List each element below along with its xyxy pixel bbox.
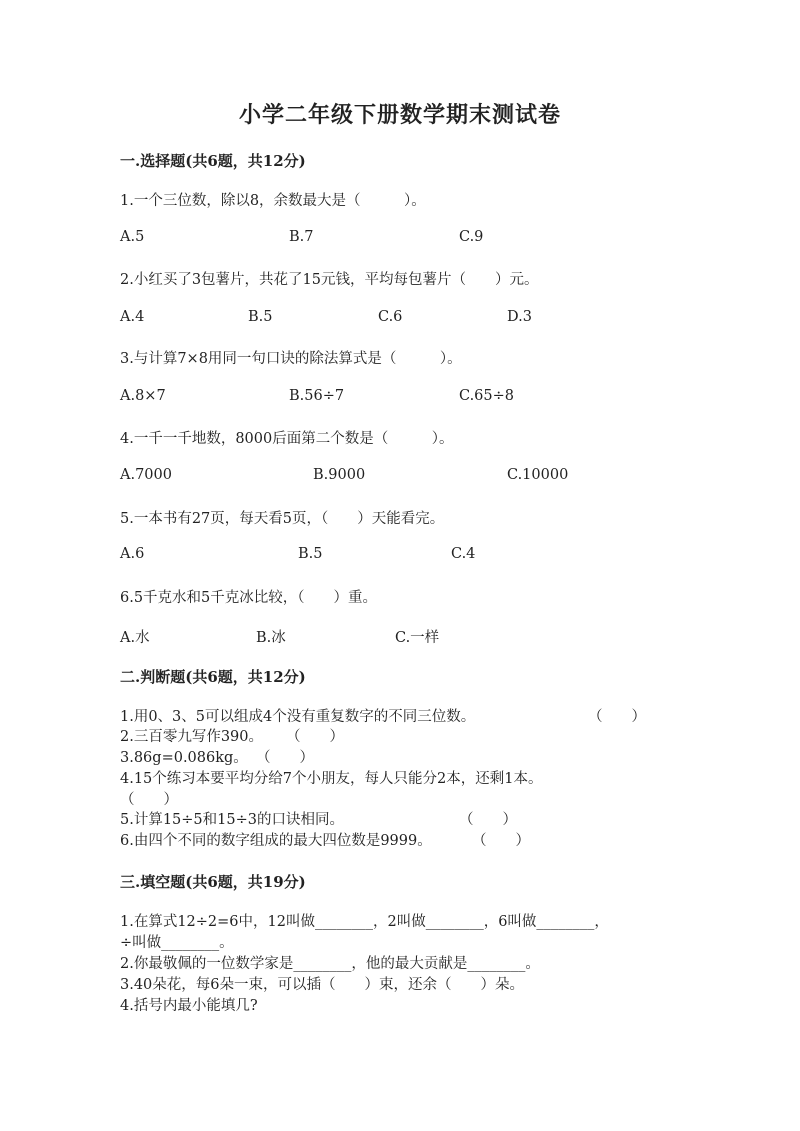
option: C.65÷8: [459, 388, 515, 404]
option: A.6: [120, 546, 145, 562]
fill-line: ÷叫做________。: [120, 935, 234, 951]
option: A.7000: [120, 467, 172, 483]
statement: 2.三百零九写作390。: [120, 729, 264, 745]
option: B.56÷7: [289, 388, 345, 404]
question-text: 4.一千一千地数，8000后面第二个数是（ ）。: [120, 431, 454, 447]
option: C.一样: [395, 630, 440, 646]
statement: 5.计算15÷5和15÷3的口诀相同。: [120, 812, 344, 828]
option: B.冰: [256, 630, 286, 646]
fill-line: 3.40朵花，每6朵一束，可以插（ ）束，还余（ ）朵。: [120, 977, 525, 993]
option: A.5: [120, 229, 145, 245]
answer-parentheses: （ ）: [256, 750, 314, 766]
statement: 1.用0、3、5可以组成4个没有重复数字的不同三位数。: [120, 709, 476, 725]
answer-parentheses: （ ）: [286, 729, 344, 745]
option: A.8×7: [120, 388, 166, 404]
answer-parentheses: （ ）: [120, 792, 178, 808]
option: B.9000: [313, 467, 366, 483]
option: C.9: [459, 229, 484, 245]
answer-parentheses: （ ）: [588, 709, 646, 725]
option: A.4: [120, 309, 145, 325]
statement: 6.由四个不同的数字组成的最大四位数是9999。: [120, 833, 432, 849]
answer-parentheses: （ ）: [472, 833, 530, 849]
option: C.4: [451, 546, 476, 562]
page-title: 小学二年级下册数学期末测试卷: [238, 102, 561, 128]
section-heading-fill-blank: 三.填空题(共6题，共19分): [120, 873, 306, 891]
statement: 4.15个练习本要平均分给7个小朋友，每人只能分2本，还剩1本。: [120, 771, 543, 787]
option: C.10000: [507, 467, 569, 483]
question-text: 1.一个三位数，除以8，余数最大是（ ）。: [120, 193, 426, 209]
fill-line: 2.你最敬佩的一位数学家是________，他的最大贡献是________。: [120, 956, 540, 972]
fill-line: 1.在算式12÷2=6中，12叫做________，2叫做________，6叫做________，: [120, 914, 609, 930]
section-heading-choice: 一.选择题(共6题，共12分): [120, 152, 306, 170]
option: B.7: [289, 229, 314, 245]
question-text: 2.小红买了3包薯片，共花了15元钱，平均每包薯片（ ）元。: [120, 272, 539, 288]
statement: 3.86g=0.086kg。: [120, 750, 248, 766]
option: B.5: [248, 309, 273, 325]
question-text: 6.5千克水和5千克冰比较，（ ）重。: [120, 590, 378, 606]
question-text: 5.一本书有27页，每天看5页，（ ）天能看完。: [120, 511, 445, 527]
question-text: 3.与计算7×8用同一句口诀的除法算式是（ ）。: [120, 351, 462, 367]
option: A.水: [120, 630, 150, 646]
option: B.5: [298, 546, 323, 562]
option: C.6: [378, 309, 403, 325]
section-heading-judgement: 二.判断题(共6题，共12分): [120, 668, 306, 686]
fill-line: 4.括号内最小能填几?: [120, 998, 258, 1014]
answer-parentheses: （ ）: [459, 812, 517, 828]
option: D.3: [507, 309, 532, 325]
